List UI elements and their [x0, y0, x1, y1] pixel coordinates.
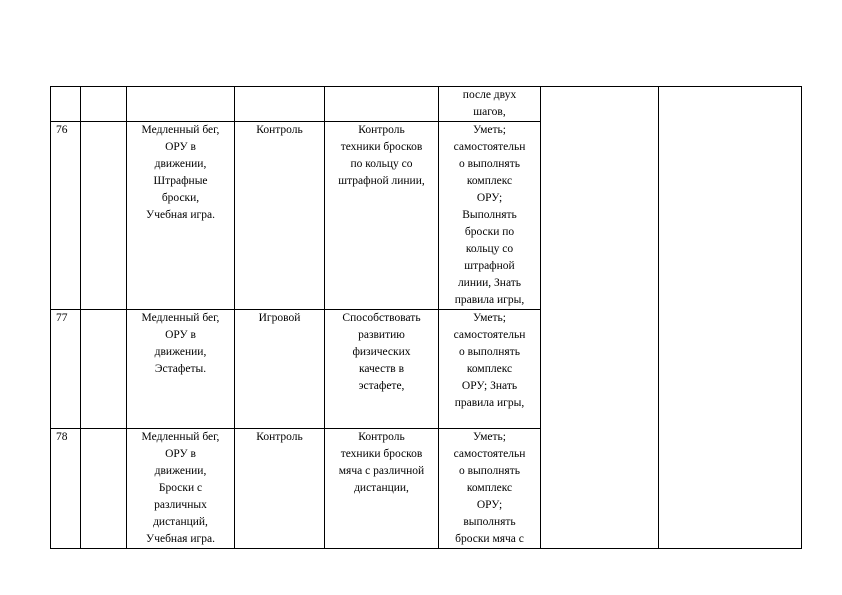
lesson-result-cell: Уметь; самостоятельн о выполнять комплекс ОРУ; Знать правила игры, [439, 310, 541, 429]
extra-cell-2 [659, 87, 802, 549]
lesson-goal-cell: Контроль техники бросков по кольцу со штрафной линии, [325, 122, 439, 310]
lesson-plan-table [50, 86, 802, 549]
lesson-content-cell: Медленный бег, ОРУ в движении, Броски с различных дистанций, Учебная игра. [127, 429, 235, 549]
lesson-content-cell: Медленный бег, ОРУ в движении, Эстафеты. [127, 310, 235, 429]
lesson-type-cell [235, 87, 325, 122]
lesson-result-cell: после двух шагов, [439, 87, 541, 122]
lesson-goal-cell: Контроль техники бросков мяча с различной дистанции, [325, 429, 439, 549]
lesson-result-cell: Уметь; самостоятельн о выполнять комплекс ОРУ; Выполнять броски по кольцу со штрафной линии, Знать правила игры, [439, 122, 541, 310]
lesson-type-cell: Игровой [235, 310, 325, 429]
lesson-type-cell: Контроль [235, 122, 325, 310]
lesson-content-cell: Медленный бег, ОРУ в движении, Штрафные броски, Учебная игра. [127, 122, 235, 310]
lesson-type-cell: Контроль [235, 429, 325, 549]
lesson-goal-cell: Способствовать развитию физических качеств в эстафете, [325, 310, 439, 429]
blank-cell [81, 122, 127, 310]
blank-cell [81, 87, 127, 122]
extra-cell-1 [541, 87, 659, 549]
lesson-content-cell [127, 87, 235, 122]
lesson-number-cell: 78 [51, 429, 81, 549]
lesson-number-cell: 77 [51, 310, 81, 429]
table-row [51, 87, 802, 122]
blank-cell [81, 429, 127, 549]
lesson-number-cell: 76 [51, 122, 81, 310]
blank-cell [81, 310, 127, 429]
lesson-number-cell [51, 87, 81, 122]
lesson-result-cell: Уметь; самостоятельн о выполнять комплекс ОРУ; выполнять броски мяча с [439, 429, 541, 549]
lesson-goal-cell [325, 87, 439, 122]
